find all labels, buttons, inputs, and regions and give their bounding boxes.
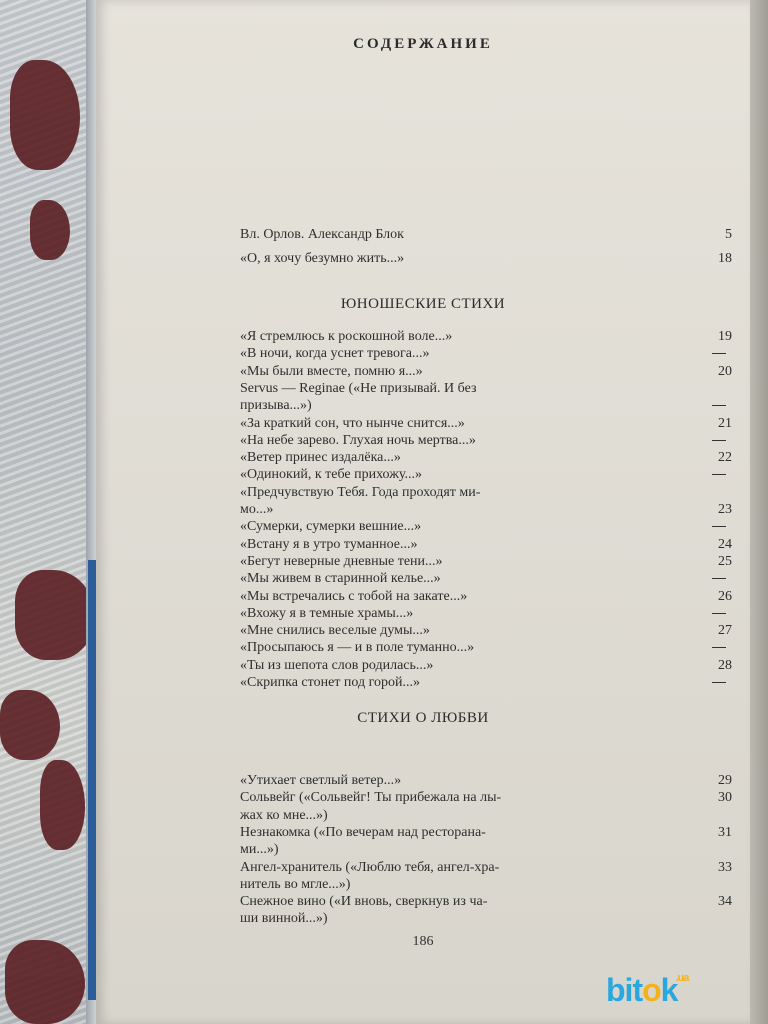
toc-entry [240, 570, 732, 588]
fabric-pattern [0, 690, 60, 760]
toc-entry-title: «Мы живем в старинной келье...» [240, 571, 441, 587]
toc-entry-title: Сольвейг («Сольвейг! Ты прибежала на лы- [240, 790, 502, 806]
toc-entry [240, 363, 732, 381]
toc-entry [240, 657, 732, 675]
page-number: 186 [412, 934, 434, 949]
watermark-logo: bitok$^{.ua}$ [606, 972, 689, 1008]
ditto-dash [712, 474, 726, 475]
toc-entry-page: 28 [718, 657, 732, 673]
toc-entry-page: 25 [718, 553, 732, 569]
toc-entry [240, 328, 732, 346]
toc-entry [240, 518, 732, 536]
toc-entry [240, 536, 732, 554]
toc-entry-title: «Я стремлюсь к роскошной воле...» [240, 329, 453, 344]
toc-entry [240, 345, 732, 363]
toc-entry-title: «О, я хочу безумно жить...» [240, 251, 405, 266]
toc-entry [240, 553, 732, 571]
ditto-dash [712, 353, 726, 354]
toc-entry-page: 18 [718, 251, 732, 266]
fabric-pattern [30, 200, 70, 260]
toc-entry-page: 5 [725, 227, 732, 242]
toc-entry [240, 772, 732, 790]
toc-entry-title: «Просыпаюсь я — и в поле туманно...» [240, 640, 475, 656]
toc-entry-title: Незнакомка («По вечерам над ресторана- [240, 824, 486, 840]
toc-entry-title: «Утихает светлый ветер...» [240, 773, 402, 788]
toc-entry-page: 23 [718, 502, 732, 517]
toc-entry-page: 19 [718, 329, 732, 344]
toc-entry-page: 30 [718, 790, 732, 806]
toc-entry [240, 893, 732, 911]
toc-entry [240, 639, 732, 657]
toc-entry-page: 34 [718, 894, 732, 910]
toc-entry-title: нитель во мгле...») [240, 876, 351, 892]
toc-entry-title: «В ночи, когда уснет тревога...» [240, 346, 430, 362]
toc-entry-title: «Одинокий, к тебе прихожу...» [240, 467, 422, 483]
toc-entry-page: 26 [718, 588, 732, 604]
book-cover-edge [88, 560, 96, 1000]
page-title: СОДЕРЖАНИЕ [353, 36, 493, 52]
toc-entry [240, 588, 732, 606]
toc-entry-page: 27 [718, 623, 732, 639]
toc-entry-title: Ангел-хранитель («Люблю тебя, ангел-хра- [240, 859, 500, 875]
toc-entry-title: ши винной...») [240, 911, 328, 927]
toc-entry [240, 380, 732, 398]
toc-entry [240, 789, 732, 807]
toc-entry [240, 807, 732, 825]
ditto-dash [712, 682, 726, 683]
toc-entry [240, 622, 732, 640]
toc-entry-title: Вл. Орлов. Александр Блок [240, 227, 404, 242]
toc-entry [240, 226, 732, 244]
toc-entry [240, 250, 732, 268]
toc-entry-page: 33 [718, 859, 732, 875]
toc-entry-title: «Ветер принес издалёка...» [240, 450, 401, 466]
toc-entry-title: «Мне снились веселые думы...» [240, 623, 430, 639]
toc-entry-title: «Мы были вместе, помню я...» [240, 363, 423, 379]
book-page [96, 0, 750, 1024]
ditto-dash [712, 405, 726, 406]
toc-entry [240, 605, 732, 623]
fabric-pattern [15, 570, 95, 660]
toc-entry-title: «Встану я в утро туманное...» [240, 536, 418, 552]
fabric-background [0, 0, 100, 1024]
toc-entry-title: ми...») [240, 842, 279, 858]
toc-entry-title: Servus — Reginae («Не призывай. И без [240, 380, 477, 396]
section-heading-love: СТИХИ О ЛЮБВИ [357, 710, 489, 726]
toc-entry [240, 432, 732, 450]
toc-entry-title: «Бегут неверные дневные тени...» [240, 553, 443, 569]
ditto-dash [712, 647, 726, 648]
toc-entry-title: жах ко мне...») [240, 807, 328, 823]
toc-entry-title: «Ты из шепота слов родилась...» [240, 657, 434, 673]
toc-entry-page: 22 [718, 450, 732, 466]
toc-entry [240, 841, 732, 859]
toc-entry-title: «Сумерки, сумерки вешние...» [240, 519, 422, 535]
toc-entry-title: Снежное вино («И вновь, сверкнув из ча- [240, 894, 488, 910]
toc-entry [240, 415, 732, 433]
toc-entry-title: призыва...») [240, 398, 312, 414]
toc-entry-title: «На небе зарево. Глухая ночь мертва...» [240, 432, 476, 448]
toc-entry-title: «За краткий сон, что нынче снится...» [240, 415, 465, 431]
toc-entry-title: «Предчувствую Тебя. Года проходят ми- [240, 484, 481, 500]
section-heading-youth: ЮНОШЕСКИЕ СТИХИ [340, 296, 506, 312]
toc-entry [240, 824, 732, 842]
toc-entry-title: мо...» [240, 502, 274, 517]
fabric-pattern [40, 760, 85, 850]
toc-entry [240, 501, 732, 519]
toc-entry-title: «Скрипка стонет под горой...» [240, 675, 420, 690]
ditto-dash [712, 526, 726, 527]
ditto-dash [712, 578, 726, 579]
toc-entry-page: 31 [718, 824, 732, 840]
fabric-pattern [10, 60, 80, 170]
toc-entry [240, 397, 732, 415]
toc-entry [240, 910, 732, 928]
ditto-dash [712, 613, 726, 614]
toc-entry-title: «Мы встречались с тобой на закате...» [240, 588, 468, 604]
fabric-pattern [5, 940, 85, 1024]
toc-entry-title: «Вхожу я в темные храмы...» [240, 605, 414, 621]
toc-entry [240, 466, 732, 484]
toc-entry [240, 674, 732, 692]
toc-entry [240, 484, 732, 502]
toc-entry-page: 29 [718, 773, 732, 788]
toc-entry-page: 20 [718, 363, 732, 379]
ditto-dash [712, 440, 726, 441]
toc-entry [240, 859, 732, 877]
toc-entry [240, 876, 732, 894]
toc-entry-page: 24 [718, 536, 732, 552]
toc-entry [240, 449, 732, 467]
toc-entry-page: 21 [718, 415, 732, 431]
